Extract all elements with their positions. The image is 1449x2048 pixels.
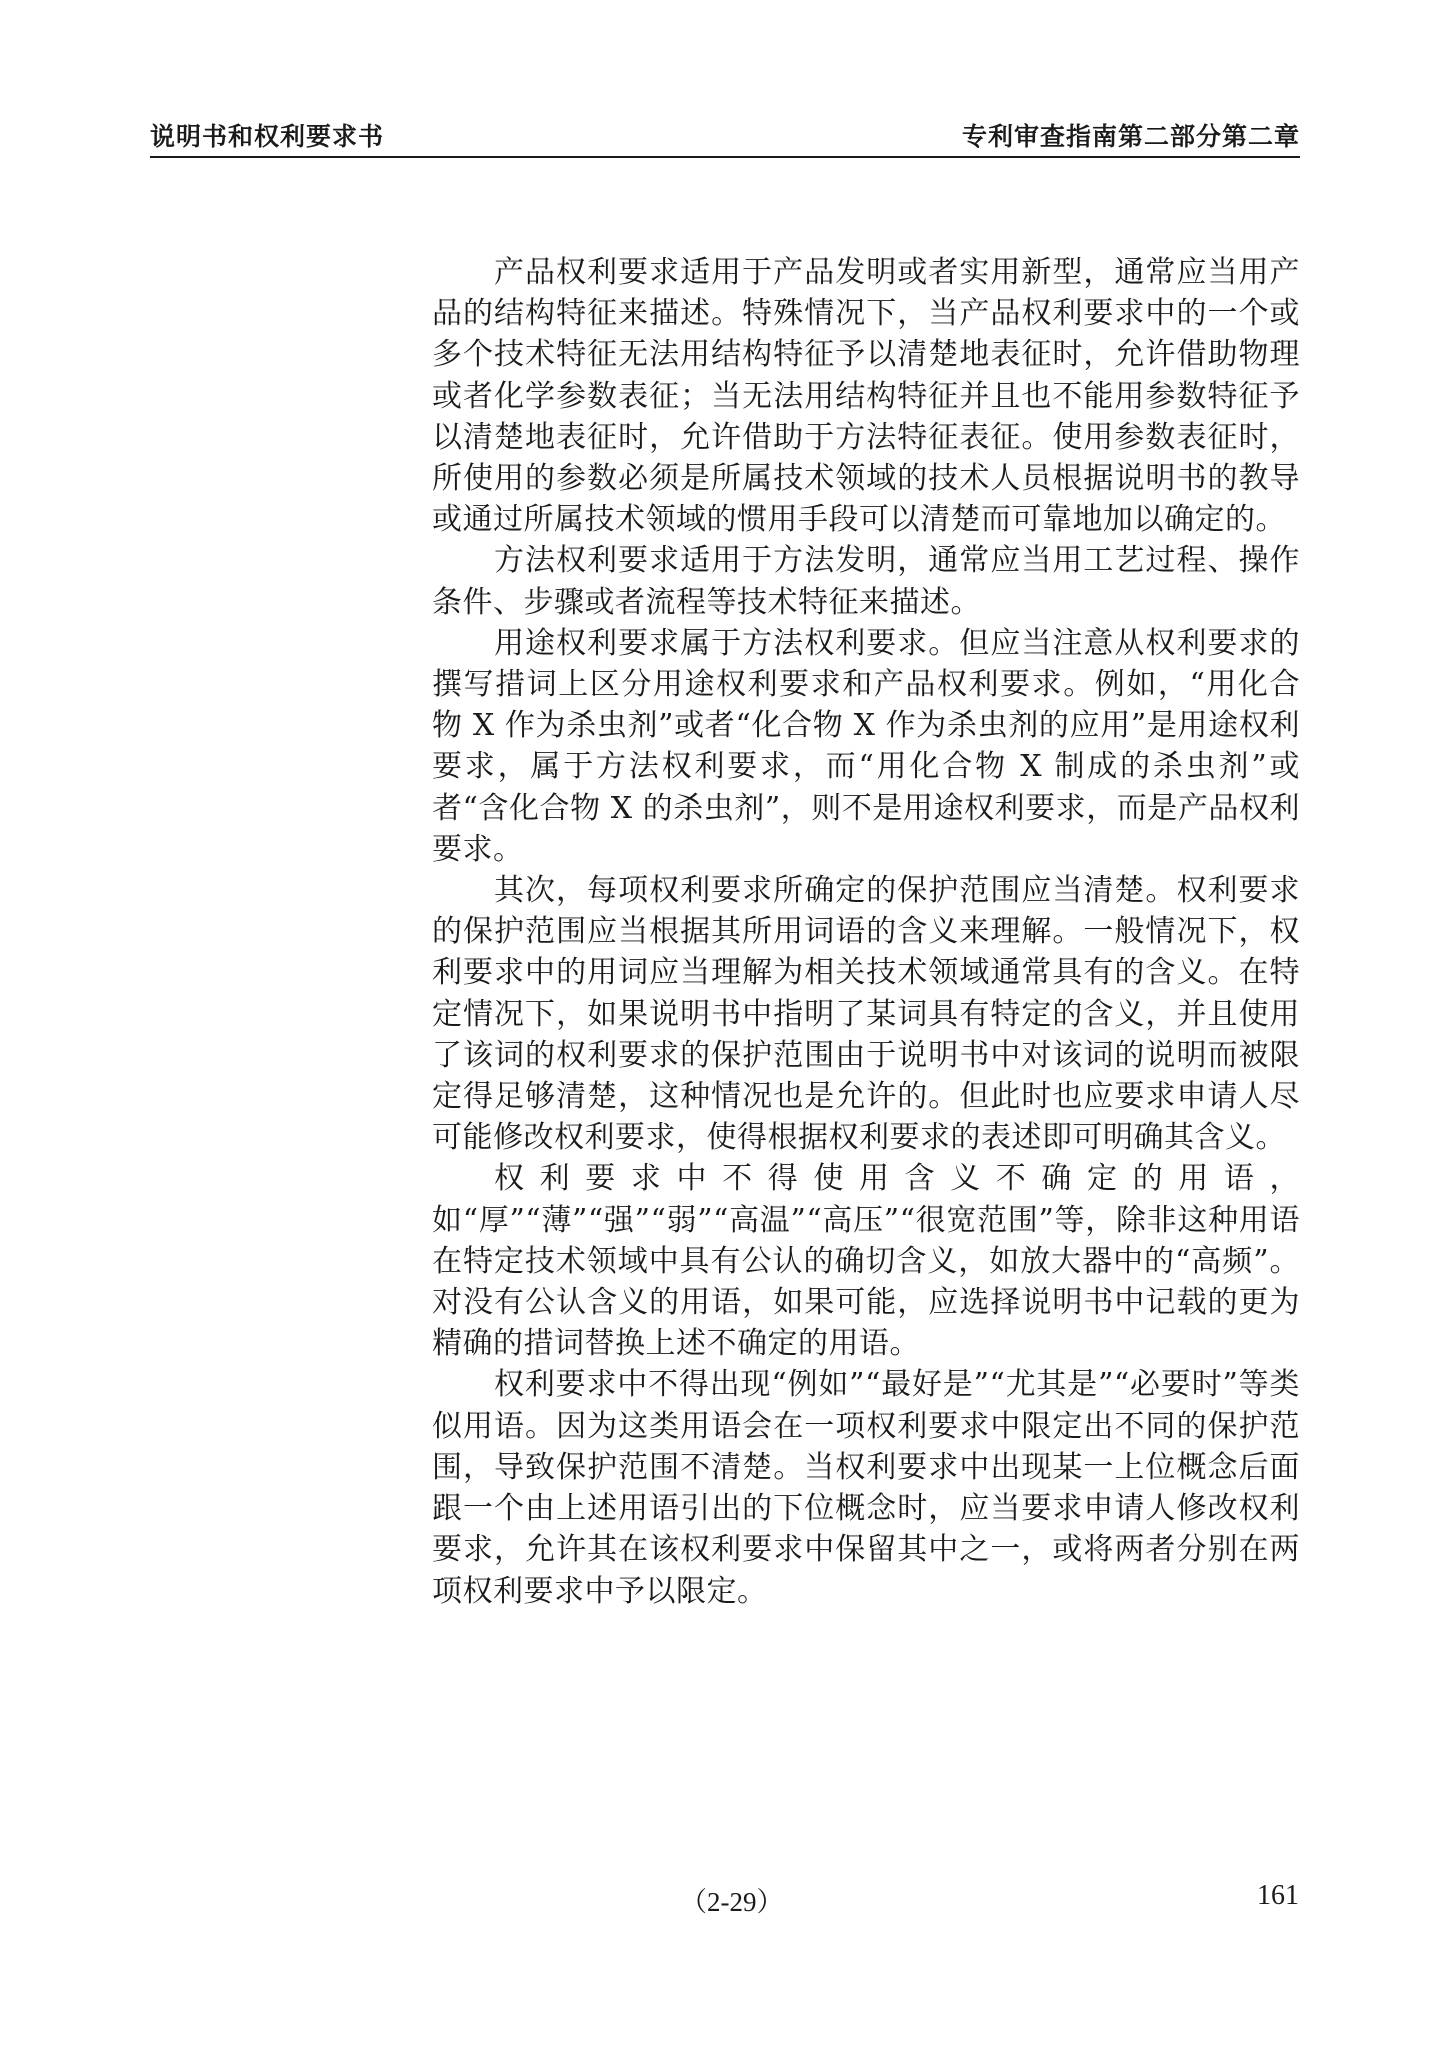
header-chapter-title: 专利审查指南第二部分第二章 [961, 122, 1300, 151]
paragraph-example-terms: 权利要求中不得出现“例如”“最好是”“尤其是”“必要时”等类似用语。因为这类用语会在一项权利要求中限定出不同的保护范围，导致保护范围不清楚。当权利要求中出现某一上位概念后面跟一个由上述用语引出的下位概念时，应当要求申请人修改权利要求，允许其在该权利要求中保留其中之一，或将两者分别在两项权利要求中予以限定。 [432, 1367, 1300, 1609]
body-text [432, 252, 1300, 1612]
paragraph-product-claims: 产品权利要求适用于产品发明或者实用新型，通常应当用产品的结构特征来描述。特殊情况下，当产品权利要求中的一个或多个技术特征无法用结构特征予以清楚地表征时，允许借助物理或者化学参数表征；当无法用结构特征并且也不能用参数特征予以清楚地表征时，允许借助于方法特征表征。使用参数表征时，所使用的参数必须是所属技术领域的技术人员根据说明书的教导或通过所属技术领域的惯用手段可以清楚而可靠地加以确定的。 [432, 255, 1300, 538]
paragraph-indefinite-terms: 权利要求中不得使用含义不确定的用语，如“厚”“薄”“强”“弱”“高温”“高压”“很宽范围”等，除非这种用语在特定技术领域中具有公认的确切含义，如放大器中的“高频”。对没有公认含义的用语，如果可能，应选择说明书中记载的更为精确的措词替换上述不确定的用语。 [432, 1161, 1300, 1362]
paragraph-scope-clarity: 其次，每项权利要求所确定的保护范围应当清楚。权利要求的保护范围应当根据其所用词语的含义来理解。一般情况下，权利要求中的用词应当理解为相关技术领域通常具有的含义。在特定情况下，如果说明书中指明了某词具有特定的含义，并且使用了该词的权利要求的保护范围由于说明书中对该词的说明而被限定得足够清楚，这种情况也是允许的。但此时也应要求申请人尽可能修改权利要求，使得根据权利要求的表述即可明确其含义。 [432, 873, 1300, 1156]
header-section-title: 说明书和权利要求书 [150, 122, 385, 151]
header-divider [150, 156, 1300, 158]
page-number: 161 [1257, 1880, 1299, 1911]
paragraph-use-claims: 用途权利要求属于方法权利要求。但应当注意从权利要求的撰写措词上区分用途权利要求和产品权利要求。例如，“用化合物 X 作为杀虫剂”或者“化合物 X 作为杀虫剂的应用”是用途权利要求，属于方法权利要求，而“用化合物 X 制成的杀虫剂”或者“含化合物 X 的杀虫剂”，则不是用途权利要求，而是产品权利要求。 [432, 625, 1300, 867]
section-page-label: （2-29） [680, 1887, 784, 1917]
running-header [150, 117, 1300, 157]
paragraph-method-claims: 方法权利要求适用于方法发明，通常应当用工艺过程、操作条件、步骤或者流程等技术特征来描述。 [432, 543, 1300, 620]
